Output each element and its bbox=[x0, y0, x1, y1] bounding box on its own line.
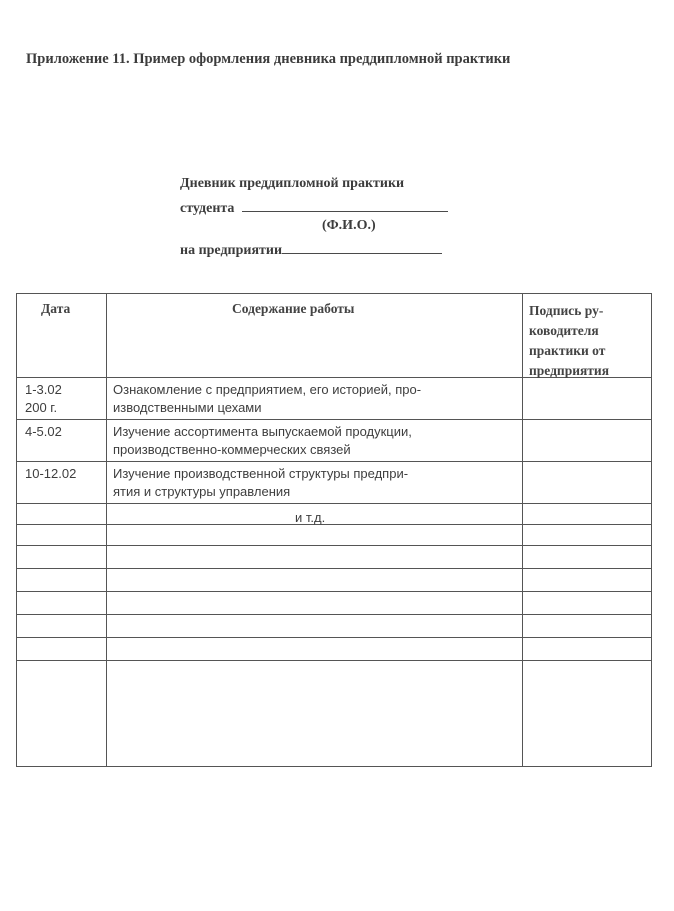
row-content-line: изводственными цехами bbox=[113, 400, 262, 415]
column-divider-content bbox=[522, 294, 523, 766]
enterprise-label: на предприятии bbox=[180, 243, 283, 258]
row-date-line: 4-5.02 bbox=[25, 424, 62, 439]
student-label: студента bbox=[180, 201, 235, 216]
signature-header-line: предприятия bbox=[529, 363, 610, 378]
row-date-line: 10-12.02 bbox=[25, 466, 77, 481]
etc-note: и т.д. bbox=[295, 510, 326, 525]
fio-label: (Ф.И.О.) bbox=[322, 218, 376, 233]
enterprise-line bbox=[180, 239, 442, 259]
row-content bbox=[113, 423, 515, 459]
row-content bbox=[113, 465, 515, 501]
row-content-line: Ознакомление с предприятием, его историей, про- bbox=[113, 382, 422, 397]
row-content-line: ятия и структуры управления bbox=[113, 484, 291, 499]
row-divider bbox=[17, 637, 651, 638]
row-divider bbox=[17, 591, 651, 592]
row-divider bbox=[17, 524, 651, 525]
row-content-line: производственно-коммерческих связей bbox=[113, 442, 351, 457]
row-divider bbox=[17, 503, 651, 504]
column-header-signature bbox=[529, 301, 649, 381]
diary-table bbox=[16, 293, 652, 767]
row-content-line: Изучение ассортимента выпускаемой продукции, bbox=[113, 424, 412, 439]
row-date-line: 200 г. bbox=[25, 400, 58, 415]
enterprise-name-blank bbox=[282, 239, 442, 254]
row-date-line: 1-3.02 bbox=[25, 382, 62, 397]
signature-header-line: практики от bbox=[529, 343, 606, 358]
diary-title: Дневник преддипломной практики bbox=[180, 176, 405, 191]
row-divider bbox=[17, 614, 651, 615]
row-divider bbox=[17, 545, 651, 546]
column-header-date: Дата bbox=[41, 301, 71, 316]
column-divider-date bbox=[106, 294, 107, 766]
signature-header-line: ководителя bbox=[529, 323, 599, 338]
row-date bbox=[25, 465, 107, 483]
column-header-content: Содержание работы bbox=[232, 301, 355, 316]
row-divider bbox=[17, 660, 651, 661]
student-line bbox=[180, 197, 448, 217]
document-title: Приложение 11. Пример оформления дневника преддипломной практики bbox=[26, 51, 511, 67]
row-divider bbox=[17, 568, 651, 569]
row-divider bbox=[17, 461, 651, 462]
row-divider bbox=[17, 419, 651, 420]
row-date bbox=[25, 423, 107, 441]
row-date bbox=[25, 381, 107, 417]
student-name-blank bbox=[242, 197, 448, 212]
row-content-line: Изучение производственной структуры предпри- bbox=[113, 466, 409, 481]
signature-header-line: Подпись ру- bbox=[529, 303, 604, 318]
row-content bbox=[113, 381, 515, 417]
